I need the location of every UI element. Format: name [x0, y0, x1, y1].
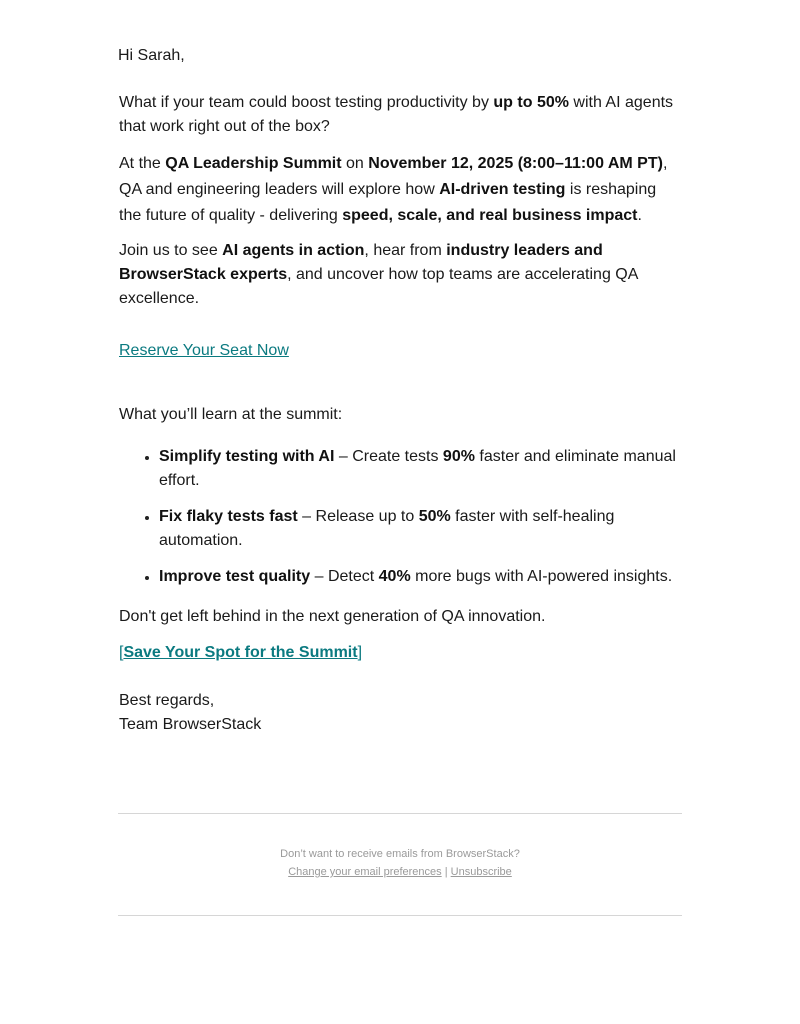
event-paragraph [119, 151, 679, 229]
join-paragraph [119, 239, 679, 311]
learn-list [159, 445, 681, 601]
event-date: November 12, 2025 (8:00–11:00 AM PT) [368, 155, 663, 172]
email-preferences-link[interactable]: Change your email preferences [288, 866, 442, 878]
learn-heading: What you’ll learn at the summit: [119, 406, 343, 423]
reserve-seat-link[interactable]: Reserve Your Seat Now [119, 342, 289, 359]
join-highlight-1: AI agents in action [222, 242, 365, 259]
list-item [159, 445, 681, 493]
join-text-3: , and uncover how top teams are accelerating QA excellence. [119, 266, 638, 307]
list-item-stat: 90% [442, 448, 475, 465]
signature-block [119, 689, 679, 737]
list-item-text: more bugs with AI-powered insights. [410, 568, 673, 585]
footer-links [118, 863, 682, 881]
list-item-title: Simplify testing with AI [159, 448, 335, 465]
signoff: Best regards, [119, 692, 215, 709]
save-spot-link[interactable]: Save Your Spot for the Summit [123, 644, 358, 661]
join-text-1: Join us to see [119, 242, 223, 259]
unsubscribe-link[interactable]: Unsubscribe [450, 866, 512, 878]
cta-bracket-open: [ [119, 644, 124, 661]
list-item-stat: 50% [418, 508, 451, 525]
footer-divider-bottom [118, 915, 682, 916]
secondary-cta-row [119, 641, 679, 665]
list-item-text: – Release up to [297, 508, 419, 525]
signature-name: Team BrowserStack [119, 716, 262, 733]
intro-highlight: up to 50% [493, 94, 569, 111]
closing-line: Don't get left behind in the next generation of QA innovation. [119, 608, 546, 625]
event-text-5: . [637, 207, 642, 224]
join-text-2: , hear from [364, 242, 447, 259]
list-item-text: – Detect [310, 568, 379, 585]
footer-separator: | [444, 866, 448, 878]
list-item-text: faster and eliminate manual effort. [159, 448, 676, 489]
footer-divider-top [118, 813, 682, 814]
event-text-4: is reshaping the future of quality - delivering [119, 181, 657, 224]
join-highlight-2: industry leaders and BrowserStack experts [119, 242, 603, 283]
email-greeting: Hi Sarah, [118, 47, 185, 64]
event-text-2: on [341, 155, 369, 172]
footer-question: Don’t want to receive emails from BrowserStack? [280, 848, 520, 860]
list-item [159, 505, 681, 553]
event-topic: AI-driven testing [439, 181, 566, 198]
list-item-title: Fix flaky tests fast [159, 508, 298, 525]
event-text-3: , QA and engineering leaders will explore how [119, 155, 668, 198]
event-benefits: speed, scale, and real business impact [342, 207, 638, 224]
list-item-text: – Create tests [334, 448, 443, 465]
intro-text-2: with AI agents that work right out of the box? [119, 94, 674, 135]
list-item [159, 565, 681, 589]
primary-cta-row [119, 339, 679, 363]
event-text-1: At the [119, 155, 166, 172]
cta-bracket-close: ] [357, 644, 363, 661]
list-item-title: Improve test quality [159, 568, 311, 585]
list-item-stat: 40% [378, 568, 411, 585]
event-name: QA Leadership Summit [165, 155, 342, 172]
intro-paragraph [119, 91, 679, 139]
intro-text-1: What if your team could boost testing productivity by [119, 94, 494, 111]
list-item-text: faster with self-healing automation. [159, 508, 615, 549]
email-footer [118, 845, 682, 881]
